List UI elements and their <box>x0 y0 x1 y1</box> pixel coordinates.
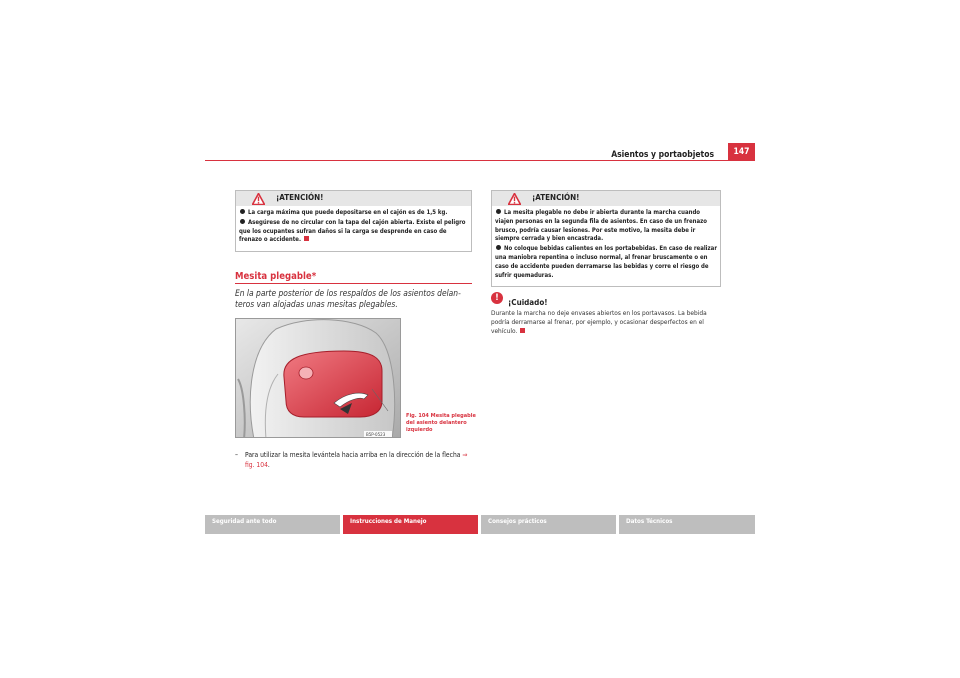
warning-triangle-icon <box>508 193 521 205</box>
warning-box-storage <box>235 190 472 252</box>
figure-code: B5P-0523 <box>366 432 386 437</box>
bullet-icon <box>496 245 501 250</box>
nav-tab-operating-instructions[interactable]: Instrucciones de Manejo <box>343 515 478 534</box>
bullet-icon <box>496 209 501 214</box>
bullet-icon <box>240 219 245 224</box>
figure-caption: Fig. 104 Mesita plegable del asiento delantero izquierdo <box>406 413 476 433</box>
nav-tab-technical-data[interactable]: Datos Técnicos <box>619 515 755 534</box>
warning-header <box>236 191 471 206</box>
page-number: 147 <box>728 143 755 160</box>
warning-title: ¡ATENCIÓN! <box>532 193 580 202</box>
nav-tab-practical-tips[interactable]: Consejos prácticos <box>481 515 616 534</box>
end-of-section-icon <box>304 236 309 241</box>
header-rule <box>205 160 755 161</box>
warning-header <box>492 191 720 206</box>
caution-body: Durante la marcha no deje envases abiertos en los portavasos. La bebida podría derramarse al frenar, por ejemplo, y ocasionar desperfectos en el vehículo. <box>491 309 707 335</box>
warning-item: La mesita plegable no debe ir abierta durante la marcha cuando viajen personas en la segunda fila de asientos. En caso de un frenazo brusco, podría causar lesiones. Por este motivo, la mesita debe ir siempre cerrada y bien encastrada. <box>495 209 707 243</box>
warning-box-folding-table <box>491 190 721 287</box>
step-dash: – <box>235 451 239 459</box>
section-title: Mesita plegable* <box>235 271 317 282</box>
step-text: Para utilizar la mesita levántela hacia arriba en la dirección de la flecha <box>245 451 463 459</box>
section-intro: En la parte posterior de los respaldos de los asientos delan-teros van alojadas unas mesitas plegables. <box>235 288 461 309</box>
caution-title: ¡Cuidado! <box>508 298 548 307</box>
end-of-section-icon <box>520 328 525 333</box>
running-header: Asientos y portaobjetos <box>611 150 714 160</box>
section-rule <box>235 283 472 284</box>
figure-folding-table <box>235 318 401 438</box>
instruction-step: – Para utilizar la mesita levántela hacia arriba en la dirección de la flecha ⇒ fig. 104. <box>235 451 468 469</box>
warning-triangle-icon <box>252 193 265 205</box>
warning-body <box>492 206 720 284</box>
caution-icon: ! <box>491 292 503 304</box>
warning-title: ¡ATENCIÓN! <box>276 193 324 202</box>
nav-tab-safety[interactable]: Seguridad ante todo <box>205 515 340 534</box>
warning-item: No coloque bebidas calientes en los portabebidas. En caso de realizar una maniobra repentina o incluso normal, al frenar bruscamente o en caso de accidente pueden derramarse las bebidas y corre el riesgo de sufrir quemaduras. <box>495 245 717 279</box>
warning-item: Asegúrese de no circular con la tapa del cajón abierta. Existe el peligro que los ocupantes sufran daños si la carga se desprende en caso de frenazo o accidente. <box>239 218 466 244</box>
warning-item: La carga máxima que puede depositarse en el cajón es de 1,5 kg. <box>239 209 468 218</box>
bullet-icon <box>240 209 245 214</box>
warning-body <box>236 206 471 249</box>
seat-folding-table-illustration <box>236 319 401 438</box>
figure-link[interactable]: ⇒ fig. 104 <box>245 451 468 469</box>
